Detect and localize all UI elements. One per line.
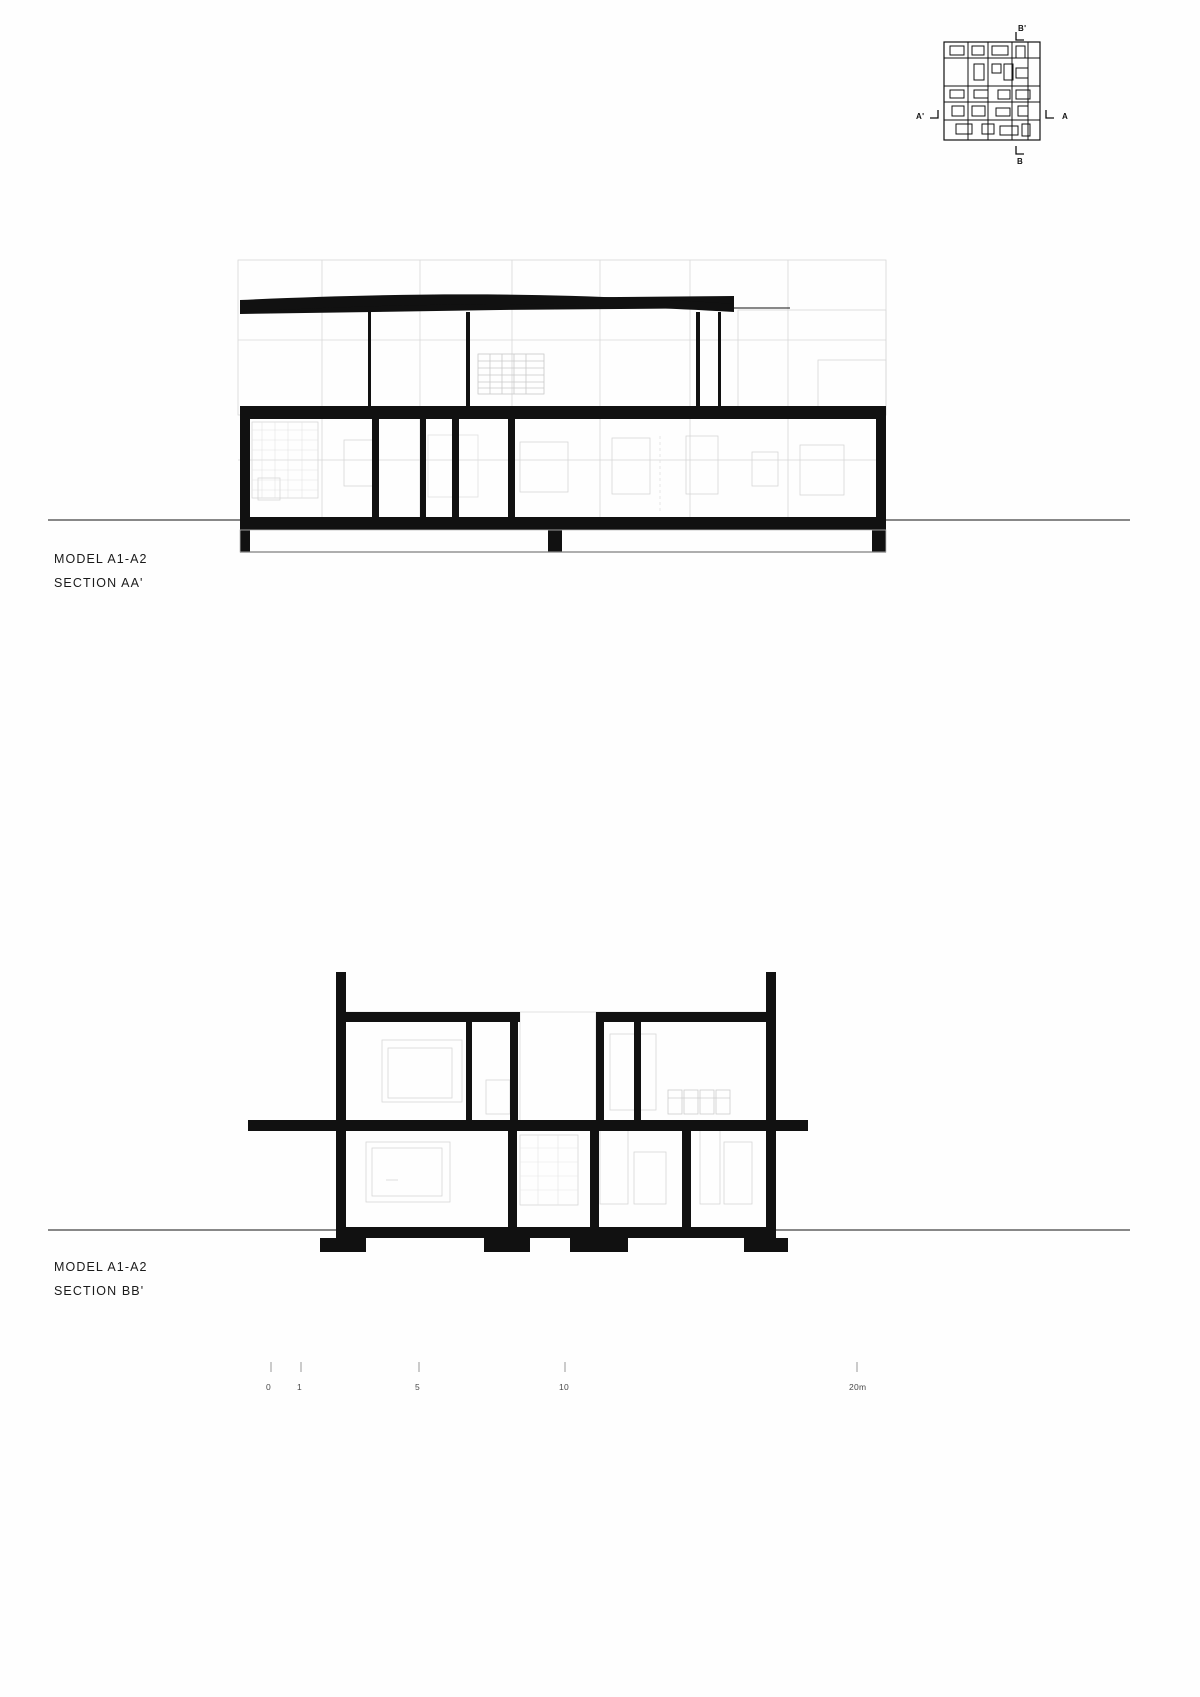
section-aa-section-label: SECTION AA': [54, 576, 144, 590]
scale-tick-1: 1: [297, 1382, 303, 1392]
scale-tick-5: 5: [415, 1382, 421, 1392]
scale-tick-20m: 20m: [849, 1382, 867, 1392]
scale-tick-10: 10: [559, 1382, 570, 1392]
keyplan-label-a: A: [1062, 112, 1069, 121]
key-plan: [912, 24, 1072, 169]
keyplan-label-b: B: [1017, 157, 1024, 166]
section-bb-drawing: [0, 930, 1200, 1320]
section-aa-model-label: MODEL A1-A2: [54, 552, 148, 566]
keyplan-label-b-prime: B': [1018, 24, 1027, 33]
section-bb-section-label: SECTION BB': [54, 1284, 145, 1298]
section-bb-model-label: MODEL A1-A2: [54, 1260, 148, 1274]
scale-tick-0: 0: [266, 1382, 272, 1392]
section-aa-drawing: [0, 230, 1200, 610]
keyplan-label-a-prime: A': [916, 112, 925, 121]
scale-bar: [255, 1360, 905, 1400]
